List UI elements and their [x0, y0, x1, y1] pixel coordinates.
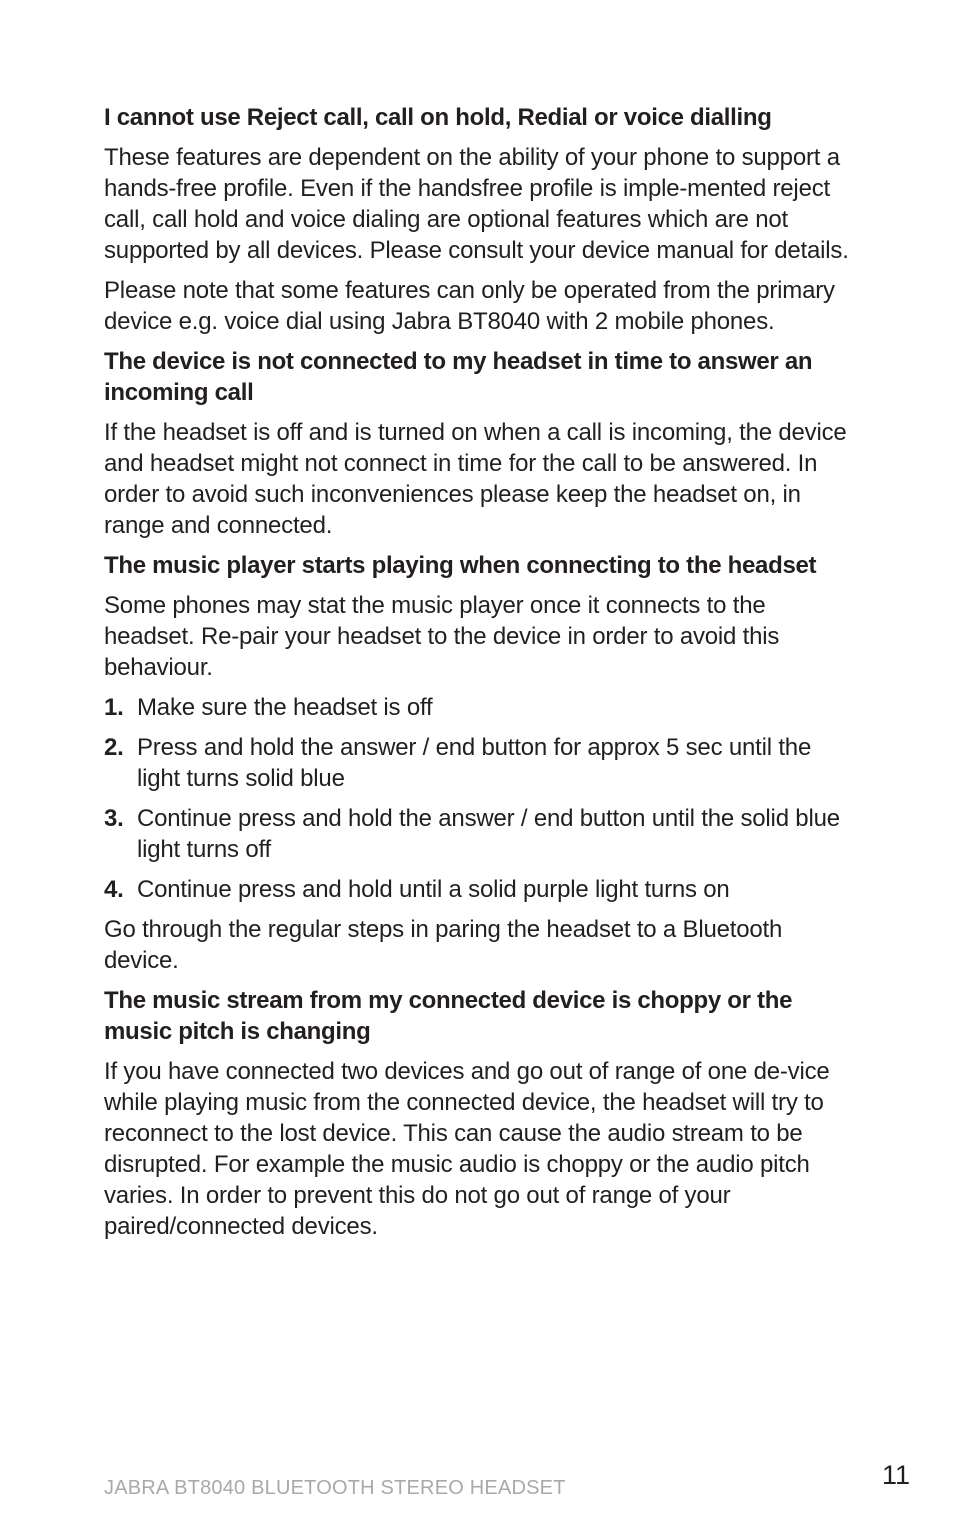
step-text: Continue press and hold until a solid purple light turns on — [137, 876, 730, 903]
section-heading-music-player: The music player starts playing when connecting to the headset — [104, 552, 817, 579]
section-heading-not-connected: The device is not connected to my headset in time to answer an incoming call — [104, 348, 813, 406]
step-number: 2. — [104, 734, 124, 761]
section-paragraph: If the headset is off and is turned on when a call is incoming, the device and headset might not connect in time for the call to be answered. In order to avoid such inconveniences please keep the headset on, in range and connected. — [104, 419, 847, 539]
section-paragraph: Some phones may stat the music player once it connects to the headset. Re-pair your headset to the device in order to avoid this behaviour. — [104, 592, 780, 681]
step-item — [104, 692, 856, 723]
step-number: 4. — [104, 876, 124, 903]
step-text: Continue press and hold the answer / end button until the solid blue light turns off — [137, 805, 840, 863]
section-paragraph: These features are dependent on the ability of your phone to support a hands-free profile. Even if the handsfree profile is imple-mented reject call, call hold and voice dialing are optional features which are not supported by all devices. Please consult your device manual for details. — [104, 144, 849, 264]
section-paragraph: Please note that some features can only be operated from the primary device e.g. voice dial using Jabra BT8040 with 2 mobile phones. — [104, 277, 835, 335]
step-item — [104, 803, 856, 865]
footer-title: JABRA BT8040 BLUETOOTH STEREO HEADSET — [104, 1477, 566, 1499]
steps-list — [104, 692, 856, 905]
page-number: 11 — [881, 1460, 910, 1490]
section-heading-music-choppy: The music stream from my connected device is choppy or the music pitch is changing — [104, 987, 793, 1045]
step-number: 1. — [104, 694, 124, 721]
step-text: Make sure the headset is off — [137, 694, 433, 721]
section-heading-reject-call: I cannot use Reject call, call on hold, Redial or voice dialling — [104, 104, 772, 131]
step-text: Press and hold the answer / end button for approx 5 sec until the light turns solid blue — [137, 734, 812, 792]
section-paragraph: If you have connected two devices and go out of range of one de-vice while playing music from the connected device, the headset will try to reconnect to the lost device. This can cause the audio stream to be disrupted. For example the music audio is choppy or the audio pitch varies. In order to prevent this do not go out of range of your paired/connected devices. — [104, 1058, 830, 1240]
step-item — [104, 874, 856, 905]
section-paragraph: Go through the regular steps in paring the headset to a Bluetooth device. — [104, 916, 783, 974]
step-number: 3. — [104, 805, 124, 832]
page-content — [104, 102, 856, 1251]
step-item — [104, 732, 856, 794]
